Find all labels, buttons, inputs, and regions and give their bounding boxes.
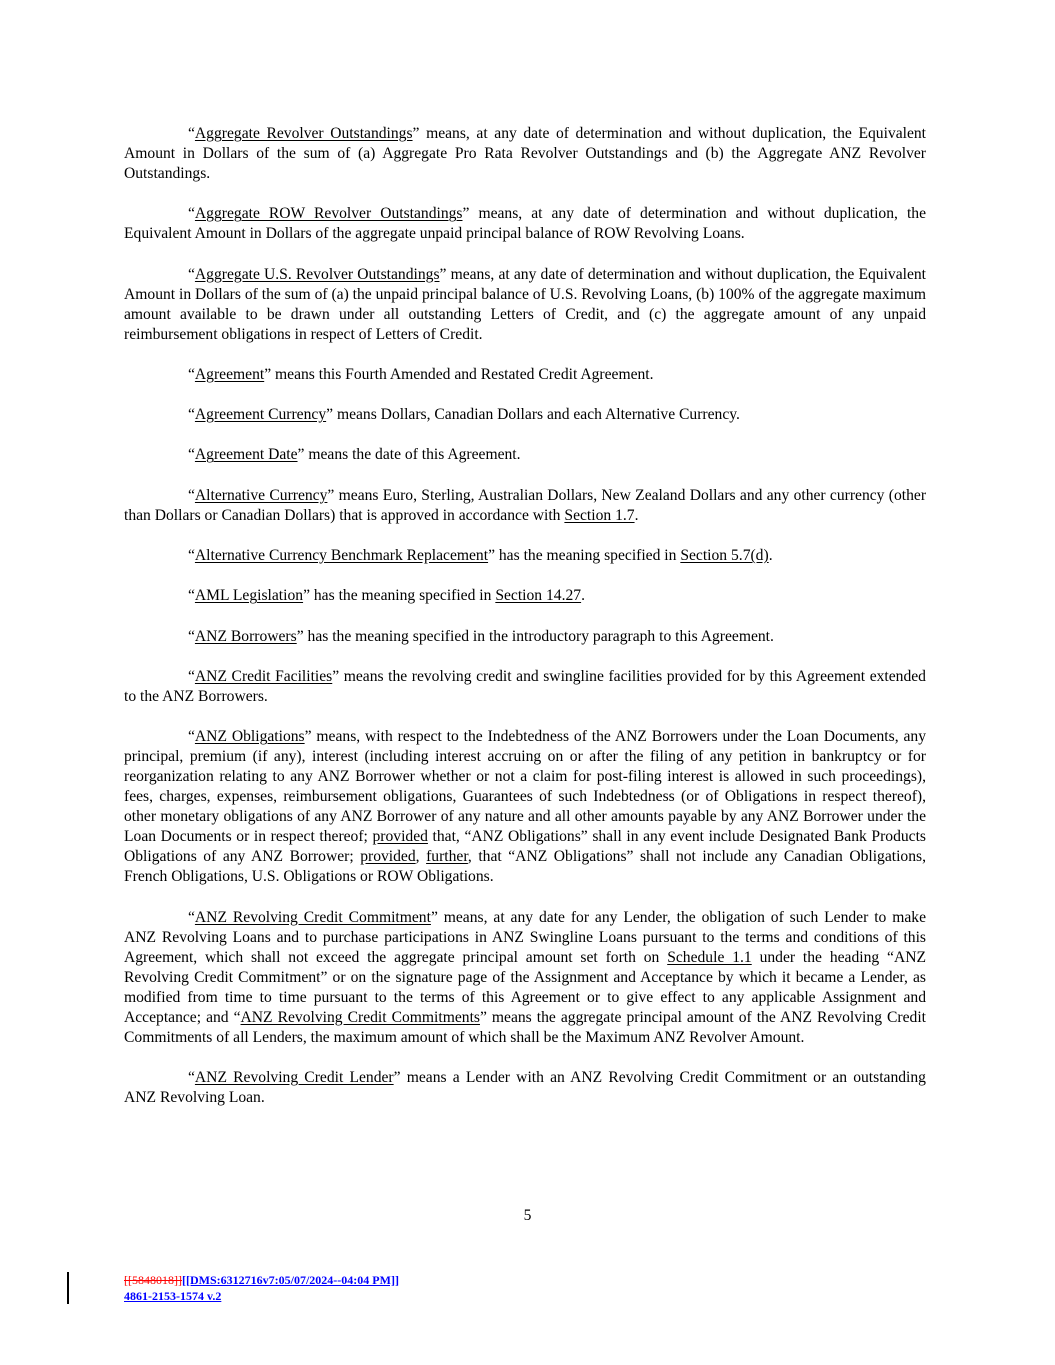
document-footer	[124, 1272, 399, 1304]
defined-term: ANZ Borrowers	[194, 627, 297, 645]
deleted-reference: [[5848018]]	[124, 1273, 182, 1287]
defined-term: Alternative Currency	[194, 486, 328, 504]
proviso-term: further	[426, 848, 468, 866]
definition-paragraph: “Alternative Currency Benchmark Replacement” has the meaning specified in Section 5.7(d).	[188, 547, 773, 565]
section-reference: Section 1.7	[564, 506, 635, 524]
definition-paragraph: “Aggregate U.S. Revolver Outstandings” means, at any date of determination and without duplication, the Equivalent Amount in Dollars of the sum of (a) the unpaid principal balance of U.S. Revolving Loans, (b) 100% of the aggregate maximum amount available to be drawn under all outstanding Letters of Credit, and (c) the aggregate amount of any unpaid reimbursement obligations in respect of Letters of Credit.	[124, 265, 927, 343]
definition-paragraph: “Agreement Currency” means Dollars, Canadian Dollars and each Alternative Currency.	[188, 406, 740, 424]
proviso-term: provided	[372, 828, 428, 846]
definition-paragraph: “Agreement Date” means the date of this Agreement.	[188, 446, 521, 464]
defined-term: Agreement Date	[194, 446, 298, 464]
document-body	[124, 124, 926, 1128]
change-bar	[67, 1272, 69, 1304]
defined-term: Aggregate ROW Revolver Outstandings	[194, 205, 463, 223]
defined-term: Agreement Currency	[194, 406, 327, 424]
footer-dms-line	[124, 1272, 399, 1288]
defined-term: Alternative Currency Benchmark Replacement	[194, 547, 489, 565]
schedule-reference: Schedule 1.1	[667, 948, 752, 966]
defined-term: ANZ Revolving Credit Lender	[194, 1068, 394, 1086]
definition-paragraph: “Aggregate Revolver Outstandings” means, at any date of determination and without duplication, the Equivalent Amount in Dollars of the sum of (a) Aggregate Pro Rata Revolver Outstandings and (b) the Aggregate ANZ Revolver Outstandings.	[124, 125, 927, 182]
defined-term: Aggregate U.S. Revolver Outstandings	[194, 265, 440, 283]
footer-doc-id: 4861-2153-1574 v.2	[124, 1289, 222, 1303]
definition-paragraph: “ANZ Credit Facilities” means the revolving credit and swingline facilities provided for by this Agreement extended to the ANZ Borrowers.	[124, 667, 926, 705]
proviso-term: provided	[360, 848, 416, 866]
defined-term: AML Legislation	[194, 587, 304, 605]
definition-anz-obligations: “ANZ Obligations” means, with respect to the Indebtedness of the ANZ Borrowers under the Loan Documents, any principal, premium (if any), interest (including interest accruing on or after the filing of any petition in bankruptcy or for reorganization relating to any ANZ Borrower whether or not a claim for post-filing interest is allowed in such proceedings), fees, charges, expenses, reimbursement obligations, Guarantees of such Indebtedness (or of Obligations in respect thereof), other monetary obligations of any ANZ Borrower of any nature and all other amounts payable by any ANZ Borrower under the Loan Documents or in respect thereof; provided that, “ANZ Obligations” shall in any event include Designated Bank Products Obligations of any ANZ Borrower; provided, further, that “ANZ Obligations” shall not include any Canadian Obligations, French Obligations, U.S. Obligations or ROW Obligations.	[124, 728, 927, 886]
section-reference: Section 5.7(d)	[680, 547, 769, 565]
defined-term: ANZ Credit Facilities	[194, 667, 333, 685]
definition-anz-lender: “ANZ Revolving Credit Lender” means a Lender with an ANZ Revolving Credit Commitment or an outstanding ANZ Revolving Loan.	[124, 1068, 926, 1106]
defined-term: Agreement	[194, 365, 265, 383]
definition-paragraph: “Aggregate ROW Revolver Outstandings” means, at any date of determination and without duplication, the Equivalent Amount in Dollars of the aggregate unpaid principal balance of ROW Revolving Loans.	[124, 205, 926, 243]
definition-paragraph: “ANZ Borrowers” has the meaning specified in the introductory paragraph to this Agreement.	[188, 627, 774, 645]
inserted-reference: [[DMS:6312716v7:05/07/2024--04:04 PM]]	[181, 1273, 399, 1287]
page-number: 5	[523, 1207, 532, 1224]
definition-paragraph: “Agreement” means this Fourth Amended and Restated Credit Agreement.	[188, 365, 654, 383]
section-reference: Section 14.27	[495, 587, 582, 605]
definition-paragraph: “Alternative Currency” means Euro, Sterling, Australian Dollars, New Zealand Dollars and any other currency (other than Dollars or Canadian Dollars) that is approved in accordance with Section 1.7.	[124, 486, 927, 524]
defined-term: ANZ Obligations	[194, 728, 305, 746]
defined-term: ANZ Revolving Credit Commitments	[240, 1008, 480, 1026]
definition-anz-commitment: “ANZ Revolving Credit Commitment” means, at any date for any Lender, the obligation of such Lender to make ANZ Revolving Loans and to purchase participations in ANZ Swingline Loans pursuant to the terms and conditions of this Agreement, which shall not exceed the aggregate principal amount set forth on Schedule 1.1 under the heading “ANZ Revolving Credit Commitment” or on the signature page of the Assignment and Acceptance by which it became a Lender, as modified from time to time pursuant to the terms of this Agreement or to give effect to any applicable Assignment and Acceptance; and “ANZ Revolving Credit Commitments” means the aggregate principal amount of the ANZ Revolving Credit Commitments of all Lenders, the maximum amount of which shall be the Maximum ANZ Revolver Amount.	[124, 908, 927, 1046]
definition-paragraph: “AML Legislation” has the meaning specified in Section 14.27.	[188, 587, 585, 605]
defined-term: ANZ Revolving Credit Commitment	[194, 908, 431, 926]
defined-term: Aggregate Revolver Outstandings	[194, 125, 413, 142]
